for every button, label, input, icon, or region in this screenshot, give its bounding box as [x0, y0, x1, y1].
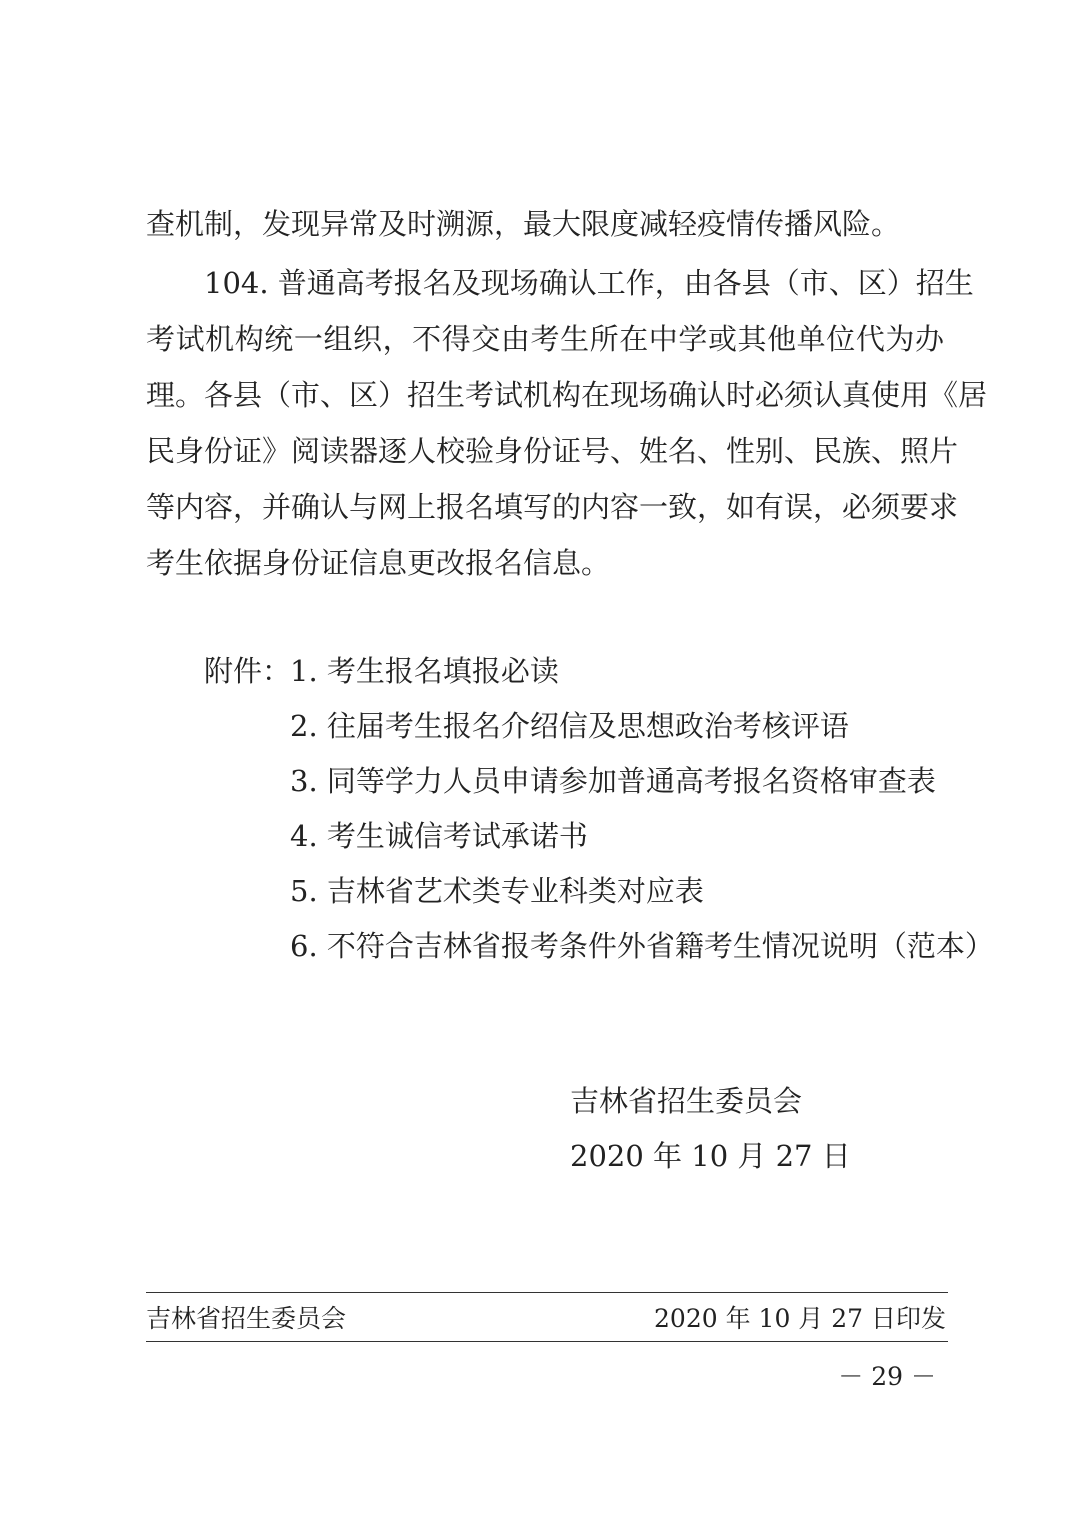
- attachment-item-2: 2. 往届考生报名介绍信及思想政治考核评语: [290, 709, 849, 743]
- attachment-item-3: 3. 同等学力人员申请参加普通高考报名资格审查表: [290, 764, 936, 798]
- attachment-item-5: 5. 吉林省艺术类专业科类对应表: [290, 874, 704, 908]
- attachment-item-6: 6. 不符合吉林省报考条件外省籍考生情况说明（范本）: [290, 929, 994, 963]
- body-line-7: 考生依据身份证信息更改报名信息。: [146, 546, 611, 580]
- footer-bottom-rule: [146, 1341, 948, 1342]
- page-number: － 29 －: [838, 1362, 936, 1391]
- footer-issuer: 吉林省招生委员会: [146, 1304, 347, 1333]
- body-line-2: 104. 普通高考报名及现场确认工作，由各县（市、区）招生: [204, 266, 974, 300]
- attachment-item-4: 4. 考生诚信考试承诺书: [290, 819, 588, 853]
- body-line-3: 考试机构统一组织，不得交由考生所在中学或其他单位代为办: [146, 322, 944, 356]
- attachment-item-1: 1. 考生报名填报必读: [290, 654, 559, 688]
- signature-org: 吉林省招生委员会: [570, 1084, 803, 1118]
- signature-date: 2020 年 10 月 27 日: [570, 1139, 851, 1173]
- footer-issue-date: 2020 年 10 月 27 日印发: [654, 1304, 946, 1333]
- footer-top-rule: [146, 1292, 948, 1293]
- body-line-1: 查机制，发现异常及时溯源，最大限度减轻疫情传播风险。: [146, 207, 901, 241]
- body-line-5: 民身份证》阅读器逐人校验身份证号、姓名、性别、民族、照片: [146, 434, 959, 468]
- body-line-6: 等内容，并确认与网上报名填写的内容一致，如有误，必须要求: [146, 490, 959, 524]
- body-line-4: 理。各县（市、区）招生考试机构在现场确认时必须认真使用《居: [146, 378, 988, 412]
- attachments-label: 附件：: [204, 654, 292, 688]
